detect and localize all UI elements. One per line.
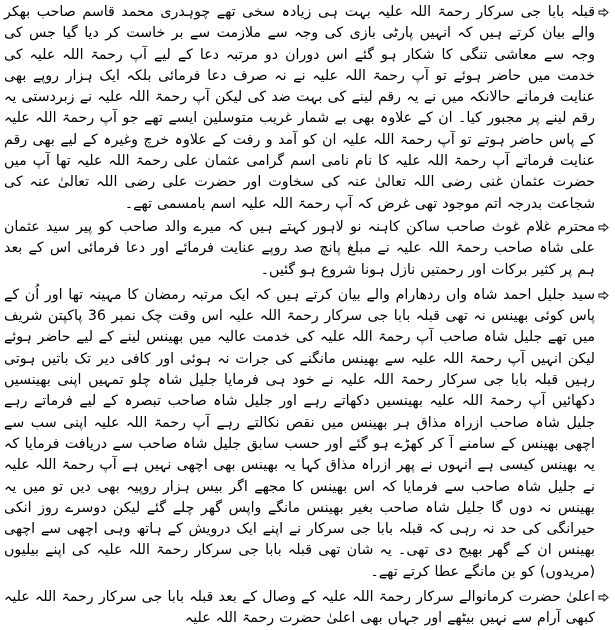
paragraph-text: محترم غلام غوث صاحب ساکن کاہنہ نو لاہور کہتے ہیں کہ میرے والد صاحب کو پیر سید عثمان علی شاہ صاحب رحمۃ اللہ علیہ نے مبلغ پانچ صد روپے عنایت فرمائے اور دعا فرمائی اس کے بعد ہم پر کثیر برکات اور رحمتیں نازل ہونا شروع ہو گئیں۔ xyxy=(4,218,595,278)
paragraph-text: سید جلیل احمد شاہ واں ردھارام والے بیان کرتے ہیں کہ ایک مرتبہ رمضان کا مہینہ تھا اور اُن کے پاس کوئی بھینس نہ تھی قبلہ بابا جی سرکار رحمۃ اللہ علیہ اس وقت چک نمبر 36 پاکپتن شریف میں تھے جلیل شاہ صاحب آپ رحمۃ اللہ علیہ کی خدمت عالیہ میں بھینس لینے کے لیے حاضر ہوئے لیکن انہیں آپ رحمۃ اللہ علیہ سے بھینس مانگنے کی جرات نہ ہوئی اور کافی دیر تک باتیں ہوتی رہیں قبلہ بابا جی سرکار رحمۃ اللہ علیہ نے خود ہی فرمایا جلیل شاہ چلو تمہیں اپنی بھینسیں دکھائیں آپ رحمۃ اللہ علیہ بھینسیں دکھاتے رہے اور جلیل شاہ صاحب تبصرہ کے لیے فرماتے رہے جلیل شاہ صاحب ازراہ مذاق ہر بھینس میں نقص نکالتے رہے آپ رحمۃ اللہ علیہ اپنی سب سے اچھی بھینس کے سامنے آ کر کھڑے ہو گئے اور حسب سابق جلیل شاہ صاحب سے دریافت فرمایا کہ یہ بھینس کیسی ہے انہوں نے پھر ازراہ مذاق کہا یہ بھینس بھی اچھی نہیں ہے آپ رحمۃ اللہ علیہ نے جلیل شاہ صاحب سے فرمایا کہ اس بھینس کا مجھے اگر بیس ہزار روپیہ بھی دیں تو میں یہ بھینس نہ دوں گا جلیل شاہ صاحب بغیر بھینس مانگے واپس گھر چلے گئے لیکن دوسرے روز انکی حیرانگی کی حد نہ رہی کہ قبلہ بابا جی سرکار نے اپنے ایک درویش کے ہاتھ وہی اچھی سے اچھی بھینس ان کے گھر بھیج دی تھی۔ یہ شان تھی قبلہ بابا جی سرکار رحمۃ اللہ علیہ کی اپنے بیلیوں (مریدوں) کو بن مانگے عطا کرتے تھے۔ xyxy=(4,286,595,580)
paragraph-ghulam-ghaus xyxy=(4,217,609,281)
hand-pointing-icon xyxy=(598,222,609,233)
hand-pointing-icon xyxy=(598,7,609,18)
paragraph-buffalo-story xyxy=(4,285,609,583)
paragraph-generosity xyxy=(4,2,609,215)
paragraph-ala-hazrat xyxy=(4,587,609,630)
paragraph-text: قبلہ بابا جی سرکار رحمۃ اللہ علیہ بہت ہی زیادہ سخی تھے چوہدری محمد قاسم صاحب بھکر والے بیان کرتے ہیں کہ انہیں پارٹی بازی کی وجہ سے ملازمت سے بر خاست کر دیا گیا جس کی وجہ سے معاشی تنگی کا شکار ہو گئے اس دوران دو مرتبہ دعا کے لیے آپ رحمۃ اللہ علیہ کی خدمت میں حاضر ہوئے تو آپ رحمۃ اللہ علیہ نے نہ صرف دعا فرمائی بلکہ ایک ہزار روپے بھی عنایت فرمانے حالانکہ میں نے یہ رقم لینے کی بہت ضد کی لیکن آپ رحمۃ اللہ علیہ نے زبردستی یہ رقم لینے پر مجبور کیا۔ ان کے علاوہ بھی بے شمار غریب متوسلین ایسے تھے جو آپ رحمۃ اللہ علیہ کے پاس حاضر ہوتے تو آپ رحمۃ اللہ علیہ ان کو آمد و رفت کے علاوہ خرچ وغیرہ کے لیے بھی رقم عنایت فرماتے آپ رحمۃ اللہ علیہ کا نام نامی اسم گرامی عثمان علی رحمۃ اللہ علیہ تھا آپ میں حضرت عثمان غنی رضی اللہ تعالیٰ عنہ کی سخاوت اور حضرت علی رضی اللہ تعالیٰ عنہ کی شجاعت بدرجہ اتم موجود تھی غرض کہ آپ رحمۃ اللہ علیہ اسم بامسمی تھے۔ xyxy=(4,4,595,212)
hand-pointing-icon xyxy=(598,290,609,301)
hand-pointing-icon xyxy=(598,592,609,603)
paragraph-text: اعلیٰ حضرت کرمانوالے سرکار رحمۃ اللہ علیہ کے وصال کے بعد قبلہ بابا جی سرکار رحمۃ اللہ علیہ کبھی آرام سے نہیں بیٹھے اور جہاں بھی اعلیٰ حضرت رحمۃ اللہ علیہ xyxy=(4,589,595,627)
